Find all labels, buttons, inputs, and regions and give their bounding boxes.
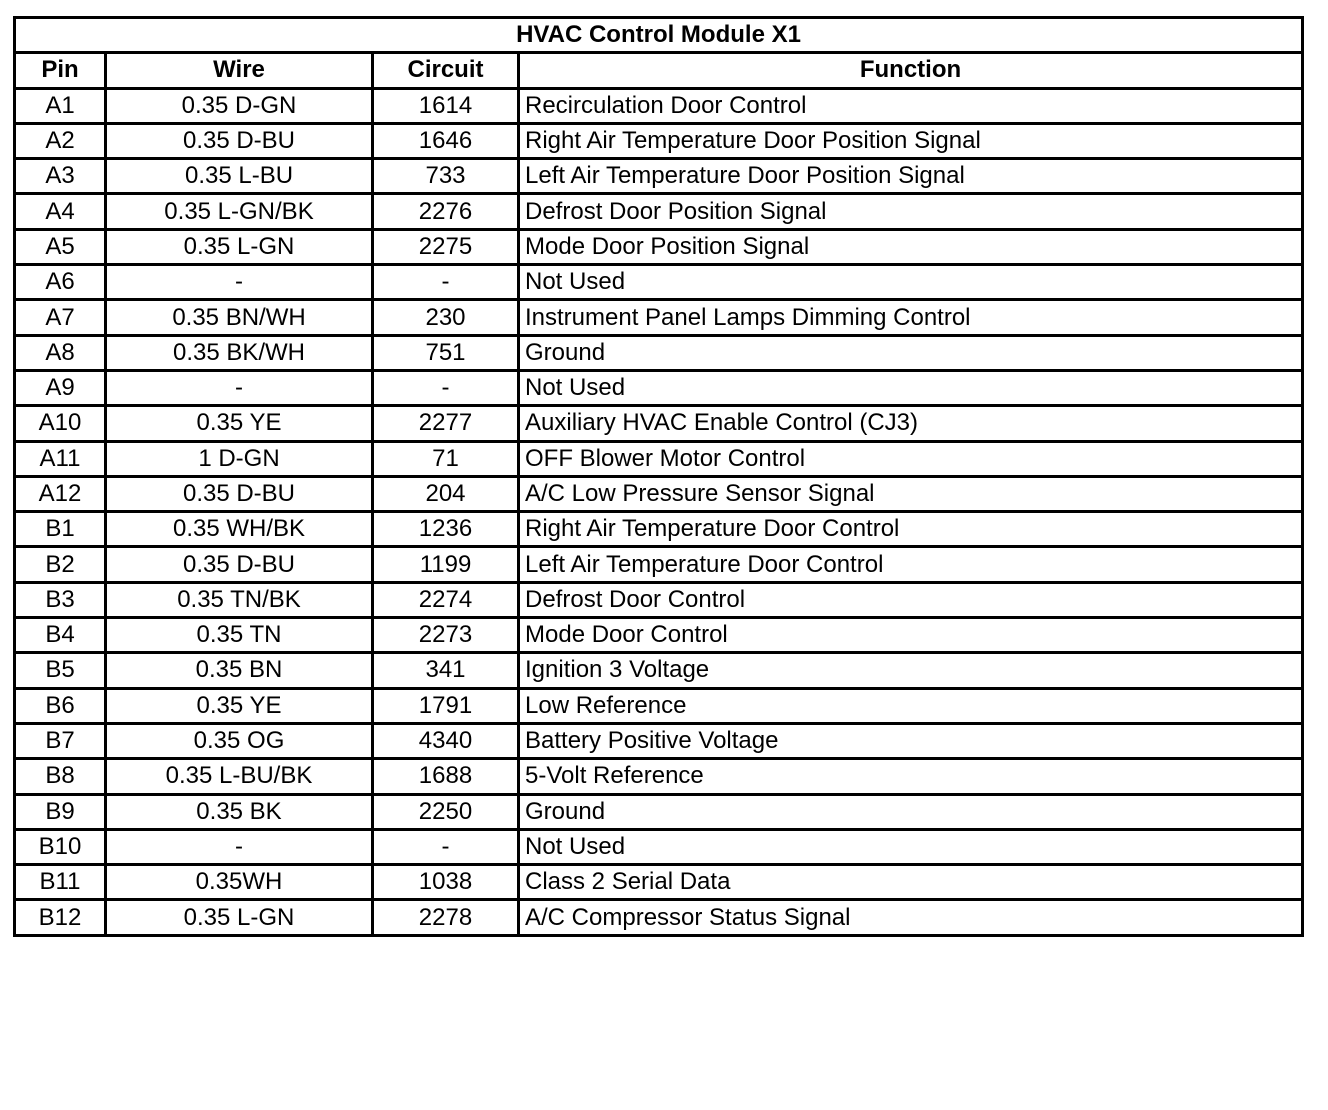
table-header-row xyxy=(15,53,1303,88)
function-cell: Recirculation Door Control xyxy=(519,88,1303,123)
pin-cell: B12 xyxy=(15,900,106,935)
circuit-cell: 2277 xyxy=(373,406,519,441)
wire-cell: 0.35 D-BU xyxy=(106,476,373,511)
circuit-cell: 1199 xyxy=(373,547,519,582)
header-circuit: Circuit xyxy=(373,53,519,88)
function-cell: Ground xyxy=(519,335,1303,370)
function-cell: Defrost Door Control xyxy=(519,582,1303,617)
function-cell: A/C Compressor Status Signal xyxy=(519,900,1303,935)
pin-cell: B11 xyxy=(15,865,106,900)
function-cell: Defrost Door Position Signal xyxy=(519,194,1303,229)
wire-cell: - xyxy=(106,370,373,405)
pin-cell: B5 xyxy=(15,653,106,688)
pin-cell: A4 xyxy=(15,194,106,229)
circuit-cell: 230 xyxy=(373,300,519,335)
table-row xyxy=(15,370,1303,405)
table-title: HVAC Control Module X1 xyxy=(15,18,1303,53)
table-row xyxy=(15,335,1303,370)
function-cell: Left Air Temperature Door Position Signal xyxy=(519,159,1303,194)
wire-cell: 0.35 BN xyxy=(106,653,373,688)
circuit-cell: 204 xyxy=(373,476,519,511)
pin-cell: A8 xyxy=(15,335,106,370)
circuit-cell: 1646 xyxy=(373,123,519,158)
pin-cell: B4 xyxy=(15,618,106,653)
table-row xyxy=(15,547,1303,582)
circuit-cell: 733 xyxy=(373,159,519,194)
function-cell: Low Reference xyxy=(519,688,1303,723)
table-row xyxy=(15,759,1303,794)
circuit-cell: - xyxy=(373,265,519,300)
pin-cell: A11 xyxy=(15,441,106,476)
wire-cell: 0.35 L-GN/BK xyxy=(106,194,373,229)
pin-cell: A10 xyxy=(15,406,106,441)
pin-cell: B6 xyxy=(15,688,106,723)
wire-cell: 0.35WH xyxy=(106,865,373,900)
table-row xyxy=(15,865,1303,900)
circuit-cell: 1688 xyxy=(373,759,519,794)
wire-cell: 0.35 YE xyxy=(106,688,373,723)
table-row xyxy=(15,512,1303,547)
circuit-cell: 341 xyxy=(373,653,519,688)
wire-cell: 0.35 L-BU/BK xyxy=(106,759,373,794)
function-cell: Auxiliary HVAC Enable Control (CJ3) xyxy=(519,406,1303,441)
circuit-cell: 71 xyxy=(373,441,519,476)
function-cell: Not Used xyxy=(519,265,1303,300)
circuit-cell: 1614 xyxy=(373,88,519,123)
pin-cell: A9 xyxy=(15,370,106,405)
header-wire: Wire xyxy=(106,53,373,88)
wire-cell: 0.35 BK xyxy=(106,794,373,829)
circuit-cell: 2275 xyxy=(373,229,519,264)
wire-cell: 0.35 OG xyxy=(106,723,373,758)
circuit-cell: 2250 xyxy=(373,794,519,829)
table-row xyxy=(15,88,1303,123)
function-cell: Ignition 3 Voltage xyxy=(519,653,1303,688)
circuit-cell: - xyxy=(373,829,519,864)
pin-cell: A2 xyxy=(15,123,106,158)
pin-cell: B2 xyxy=(15,547,106,582)
header-function: Function xyxy=(519,53,1303,88)
circuit-cell: 4340 xyxy=(373,723,519,758)
table-row xyxy=(15,794,1303,829)
table-row xyxy=(15,265,1303,300)
table-row xyxy=(15,618,1303,653)
connector-table-container xyxy=(13,16,1301,937)
wire-cell: - xyxy=(106,265,373,300)
circuit-cell: 1236 xyxy=(373,512,519,547)
wire-cell: 0.35 D-GN xyxy=(106,88,373,123)
wire-cell: 1 D-GN xyxy=(106,441,373,476)
table-row xyxy=(15,476,1303,511)
wire-cell: 0.35 D-BU xyxy=(106,123,373,158)
circuit-cell: 751 xyxy=(373,335,519,370)
wire-cell: 0.35 L-BU xyxy=(106,159,373,194)
function-cell: Mode Door Control xyxy=(519,618,1303,653)
table-row xyxy=(15,688,1303,723)
function-cell: Not Used xyxy=(519,370,1303,405)
function-cell: A/C Low Pressure Sensor Signal xyxy=(519,476,1303,511)
table-body xyxy=(15,88,1303,935)
function-cell: Right Air Temperature Door Control xyxy=(519,512,1303,547)
wire-cell: 0.35 YE xyxy=(106,406,373,441)
pin-cell: A1 xyxy=(15,88,106,123)
pin-cell: B9 xyxy=(15,794,106,829)
function-cell: Right Air Temperature Door Position Signal xyxy=(519,123,1303,158)
pin-cell: B8 xyxy=(15,759,106,794)
pin-cell: B3 xyxy=(15,582,106,617)
wire-cell: 0.35 BK/WH xyxy=(106,335,373,370)
table-row xyxy=(15,229,1303,264)
wire-cell: 0.35 WH/BK xyxy=(106,512,373,547)
circuit-cell: - xyxy=(373,370,519,405)
pin-cell: B1 xyxy=(15,512,106,547)
function-cell: Instrument Panel Lamps Dimming Control xyxy=(519,300,1303,335)
function-cell: Mode Door Position Signal xyxy=(519,229,1303,264)
function-cell: Ground xyxy=(519,794,1303,829)
pin-cell: A6 xyxy=(15,265,106,300)
wire-cell: 0.35 L-GN xyxy=(106,229,373,264)
circuit-cell: 1791 xyxy=(373,688,519,723)
table-row xyxy=(15,300,1303,335)
pin-cell: B7 xyxy=(15,723,106,758)
circuit-cell: 2276 xyxy=(373,194,519,229)
pin-cell: B10 xyxy=(15,829,106,864)
table-row xyxy=(15,582,1303,617)
function-cell: Battery Positive Voltage xyxy=(519,723,1303,758)
pin-cell: A3 xyxy=(15,159,106,194)
function-cell: Left Air Temperature Door Control xyxy=(519,547,1303,582)
wire-cell: 0.35 L-GN xyxy=(106,900,373,935)
function-cell: OFF Blower Motor Control xyxy=(519,441,1303,476)
pin-cell: A12 xyxy=(15,476,106,511)
table-row xyxy=(15,159,1303,194)
circuit-cell: 2274 xyxy=(373,582,519,617)
table-row xyxy=(15,406,1303,441)
pin-cell: A5 xyxy=(15,229,106,264)
circuit-cell: 1038 xyxy=(373,865,519,900)
table-title-row xyxy=(15,18,1303,53)
wire-cell: 0.35 D-BU xyxy=(106,547,373,582)
pin-cell: A7 xyxy=(15,300,106,335)
table-row xyxy=(15,441,1303,476)
table-row xyxy=(15,653,1303,688)
wire-cell: 0.35 TN/BK xyxy=(106,582,373,617)
table-row xyxy=(15,900,1303,935)
circuit-cell: 2273 xyxy=(373,618,519,653)
table-row xyxy=(15,194,1303,229)
function-cell: 5-Volt Reference xyxy=(519,759,1303,794)
wire-cell: 0.35 TN xyxy=(106,618,373,653)
connector-pinout-table xyxy=(13,16,1304,937)
header-pin: Pin xyxy=(15,53,106,88)
wire-cell: - xyxy=(106,829,373,864)
table-row xyxy=(15,123,1303,158)
function-cell: Not Used xyxy=(519,829,1303,864)
function-cell: Class 2 Serial Data xyxy=(519,865,1303,900)
table-row xyxy=(15,829,1303,864)
table-row xyxy=(15,723,1303,758)
circuit-cell: 2278 xyxy=(373,900,519,935)
wire-cell: 0.35 BN/WH xyxy=(106,300,373,335)
